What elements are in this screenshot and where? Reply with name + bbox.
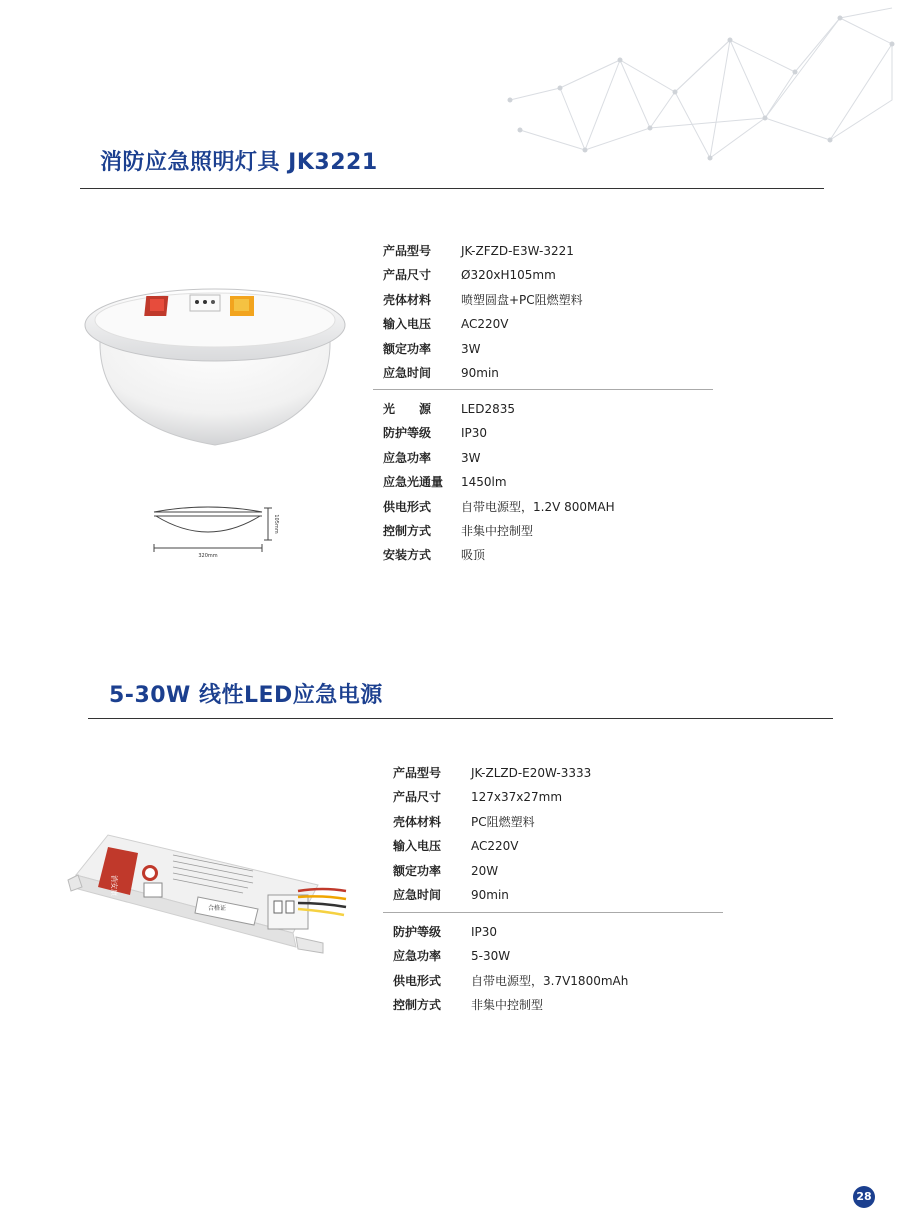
dimension-width-label: 320mm bbox=[198, 553, 218, 559]
spec-row bbox=[383, 312, 583, 336]
spec-value: 3W bbox=[461, 341, 481, 356]
product-cert-label: 合格证 bbox=[208, 905, 227, 912]
spec-value: AC220V bbox=[471, 839, 519, 854]
spec-label: 控制方式 bbox=[393, 998, 442, 1013]
spec-row bbox=[393, 859, 591, 883]
spec-label: 应急功率 bbox=[383, 450, 432, 465]
spec-value: PC阻燃塑料 bbox=[471, 814, 535, 829]
spec-value: 自带电源型，1.2V 800MAH bbox=[461, 499, 615, 514]
section1-divider bbox=[80, 188, 824, 189]
section1-spec-divider bbox=[373, 389, 713, 390]
spec-label: 产品型号 bbox=[393, 766, 442, 780]
spec-row bbox=[383, 470, 615, 494]
network-decoration bbox=[500, 0, 900, 180]
spec-value: 吸顶 bbox=[461, 548, 486, 563]
spec-value: IP30 bbox=[471, 925, 498, 939]
spec-row bbox=[393, 944, 628, 968]
section1-specs-a bbox=[383, 239, 583, 385]
spec-value: JK-ZFZD-E3W-3221 bbox=[461, 244, 574, 258]
section2-specs-a bbox=[393, 761, 591, 907]
spec-value: Ø320xH105mm bbox=[461, 268, 556, 283]
spec-label: 壳体材料 bbox=[393, 814, 442, 829]
spec-row bbox=[383, 397, 615, 421]
spec-value: AC220V bbox=[461, 317, 509, 332]
page-number: 28 bbox=[853, 1186, 875, 1208]
spec-label: 输入电压 bbox=[383, 317, 432, 332]
spec-row bbox=[383, 421, 615, 445]
spec-label: 壳体材料 bbox=[383, 292, 432, 307]
spec-label: 产品型号 bbox=[383, 244, 432, 258]
spec-row bbox=[393, 810, 591, 834]
spec-value: 20W bbox=[471, 863, 499, 878]
spec-row bbox=[383, 361, 583, 385]
spec-value: 3W bbox=[461, 450, 481, 465]
spec-label: 额定功率 bbox=[393, 863, 442, 878]
spec-label: 供电形式 bbox=[393, 973, 442, 988]
spec-value: 自带电源型，3.7V1800mAh bbox=[471, 973, 629, 988]
spec-label: 应急光通量 bbox=[383, 475, 444, 490]
spec-label: 控制方式 bbox=[383, 523, 432, 538]
spec-row bbox=[383, 519, 615, 543]
spec-value: 非集中控制型 bbox=[471, 998, 544, 1013]
spec-label: 应急功率 bbox=[393, 949, 442, 964]
section2-title: 5-30W 线性LED应急电源 bbox=[109, 683, 383, 708]
spec-row bbox=[393, 834, 591, 858]
section2-specs-b bbox=[393, 920, 628, 1018]
spec-value: 90min bbox=[461, 365, 499, 380]
spec-row bbox=[393, 761, 591, 785]
spec-label: 输入电压 bbox=[393, 839, 442, 854]
spec-label: 供电形式 bbox=[383, 499, 432, 514]
emergency-power-supply-image bbox=[68, 825, 353, 960]
spec-value: 127x37x27mm bbox=[471, 790, 563, 805]
spec-value: IP30 bbox=[461, 426, 488, 441]
spec-row bbox=[383, 337, 583, 361]
ceiling-lamp-image bbox=[80, 280, 350, 450]
spec-row bbox=[383, 263, 583, 287]
spec-row bbox=[383, 288, 583, 312]
spec-label: 防护等级 bbox=[383, 426, 432, 441]
spec-label: 防护等级 bbox=[393, 925, 442, 939]
spec-value: LED2835 bbox=[461, 402, 516, 416]
product-brand-label: 消安康 bbox=[110, 875, 118, 896]
spec-row bbox=[393, 969, 628, 993]
section2-divider bbox=[88, 718, 833, 719]
spec-label-right: 源 bbox=[418, 402, 431, 416]
dimension-height-label: 105mm bbox=[273, 514, 279, 534]
spec-row bbox=[393, 785, 591, 809]
spec-label: 应急时间 bbox=[393, 887, 442, 902]
spec-row bbox=[383, 543, 615, 567]
spec-row bbox=[383, 446, 615, 470]
spec-value: 90min bbox=[471, 887, 509, 902]
section1-title: 消防应急照明灯具 JK3221 bbox=[100, 150, 378, 175]
spec-value: 喷塑圆盘+PC阻燃塑料 bbox=[461, 292, 583, 307]
spec-label-left: 光 bbox=[383, 402, 396, 416]
section2-spec-divider bbox=[383, 912, 723, 913]
spec-label: 应急时间 bbox=[383, 365, 432, 380]
lamp-dimension-drawing bbox=[148, 500, 278, 562]
spec-value: JK-ZLZD-E20W-3333 bbox=[471, 766, 592, 780]
spec-value: 5-30W bbox=[471, 949, 511, 964]
spec-row bbox=[383, 239, 583, 263]
spec-row bbox=[393, 993, 628, 1017]
section1-specs-b bbox=[383, 397, 615, 568]
spec-label: 额定功率 bbox=[383, 341, 432, 356]
spec-label: 安装方式 bbox=[383, 548, 432, 563]
spec-row bbox=[393, 920, 628, 944]
spec-label: 产品尺寸 bbox=[393, 790, 442, 805]
spec-row bbox=[383, 495, 615, 519]
spec-value: 1450lm bbox=[461, 475, 507, 490]
spec-value: 非集中控制型 bbox=[461, 523, 534, 538]
spec-label: 产品尺寸 bbox=[383, 268, 432, 283]
spec-label bbox=[383, 397, 461, 421]
spec-row bbox=[393, 883, 591, 907]
